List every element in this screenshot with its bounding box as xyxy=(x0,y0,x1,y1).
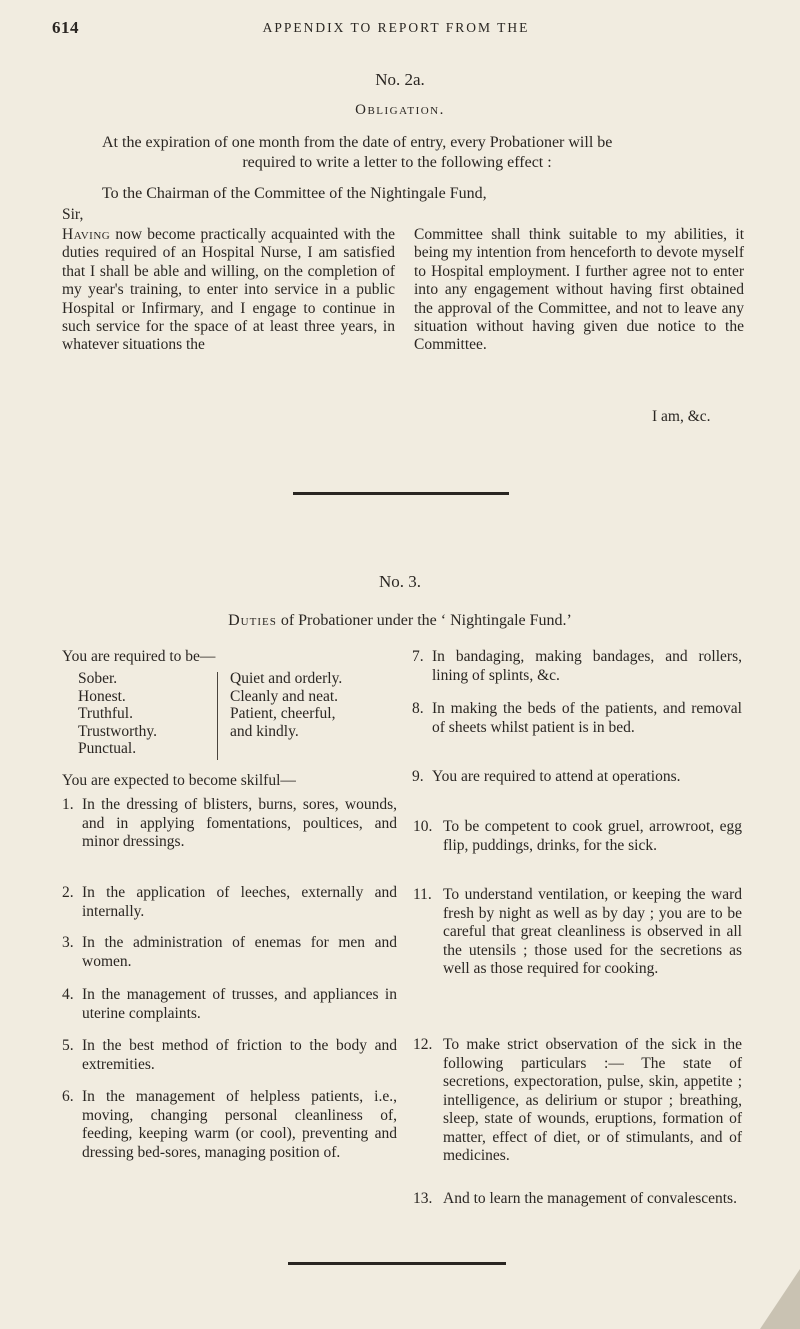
page-corner-shadow xyxy=(760,1269,800,1329)
duty-text: To make strict observation of the sick in the following particulars :— The state of secretions, expectoration, pulse, skin, appetite ; intelligence, as delirium or stupor ; breathing, sleep, state of wounds, eruptions, formation of matter, effect of diet, or of stimulants, and of medicines. xyxy=(443,1036,742,1164)
quality-item: and kindly. xyxy=(230,722,299,740)
letter-right-text: Committee shall think suitable to my abilities, it being my intention from henceforth to devote myself to Hospital employment. I further agree not to enter into any engagement without having first obtained the approval of the Committee, and not to leave any situation without having given due notice to the Committee. xyxy=(414,226,744,354)
duty-number: 12. xyxy=(413,1036,433,1053)
duty-text: In the management of trusses, and appliances in uterine complaints. xyxy=(82,986,397,1022)
duty-item-3 xyxy=(62,934,397,971)
letter-addressee: To the Chairman of the Committee of the Nightingale Fund, xyxy=(102,185,487,202)
duty-item-12 xyxy=(413,1036,742,1166)
duty-number: 6. xyxy=(62,1088,74,1105)
quality-item: Trustworthy. xyxy=(78,722,157,740)
duty-item-5 xyxy=(62,1037,397,1074)
intro-line-2: required to write a letter to the following effect : xyxy=(242,154,552,171)
duty-number: 3. xyxy=(62,934,74,951)
duty-number: 9. xyxy=(412,768,424,785)
page-header xyxy=(52,18,740,42)
running-head: APPENDIX TO REPORT FROM THE xyxy=(262,20,530,35)
duty-item-10 xyxy=(413,818,742,855)
duty-number: 10. xyxy=(413,818,433,835)
letter-closing: I am, &c. xyxy=(652,408,711,425)
duty-text: In bandaging, making bandages, and rollers, lining of splints, &c. xyxy=(432,648,742,684)
duty-text: To understand ventilation, or keeping the ward fresh by night as well as by day ; you are to be careful that great cleanliness is observed in all the utensils ; those used for the secretions as well as those required for cooking. xyxy=(443,886,742,977)
section-divider-rule xyxy=(293,492,509,495)
quality-item: Honest. xyxy=(78,687,126,705)
duty-number: 5. xyxy=(62,1037,74,1054)
quality-item: Cleanly and neat. xyxy=(230,687,339,705)
duty-item-1 xyxy=(62,796,397,852)
section-number-3: No. 3. xyxy=(378,572,422,591)
duty-text: In making the beds of the patients, and removal of sheets whilst patient is in bed. xyxy=(432,700,742,736)
duty-number: 4. xyxy=(62,986,74,1003)
duty-number: 11. xyxy=(413,886,432,903)
duty-item-4 xyxy=(62,986,397,1023)
section-number-2a: No. 2a. xyxy=(375,70,425,89)
quality-item: Quiet and orderly. xyxy=(230,670,343,687)
required-intro: You are required to be— xyxy=(62,648,216,665)
quality-item: Sober. xyxy=(78,670,118,687)
duty-item-11 xyxy=(413,886,742,979)
duty-text: In the best method of friction to the body and extremities. xyxy=(82,1037,397,1073)
duty-number: 8. xyxy=(412,700,424,717)
duty-item-6 xyxy=(62,1088,397,1162)
duty-item-2 xyxy=(62,884,397,921)
duty-number: 13. xyxy=(413,1190,433,1207)
duties-title-prefix: Duties xyxy=(228,612,277,629)
qualities-brace xyxy=(217,672,218,760)
page-number: 614 xyxy=(52,18,79,37)
duty-text: In the application of leeches, externally and internally. xyxy=(82,884,397,920)
letter-left-text: now become practically acquainted with the duties required of an Hospital Nurse, I am satisfied that I shall be able and willing, on the completion of my year's training, to enter into service in a public Hospital or Infirmary, and I engage to continue in such service for the space of at least three years, in whatever situations the xyxy=(62,226,396,354)
qualities-list-right xyxy=(230,670,405,740)
quality-item: Truthful. xyxy=(78,705,133,723)
duty-text: In the dressing of blisters, burns, sores, wounds, and in applying fomentations, poultices, and minor dressings. xyxy=(82,796,397,850)
duty-text: To be competent to cook gruel, arrowroot, egg flip, puddings, drinks, for the sick. xyxy=(443,818,742,854)
duty-item-13 xyxy=(413,1190,742,1209)
intro-line-1: At the expiration of one month from the date of entry, every Probationer will be xyxy=(102,134,613,151)
qualities-list-left xyxy=(78,670,208,758)
duty-item-7 xyxy=(412,648,742,685)
skilful-intro: You are expected to become skilful— xyxy=(62,772,296,789)
duty-text: You are required to attend at operations. xyxy=(432,768,681,785)
quality-item: Patient, cheerful, xyxy=(230,705,336,723)
duty-number: 7. xyxy=(412,648,424,665)
duty-text: In the administration of enemas for men and women. xyxy=(82,934,397,970)
section-title-obligation: Obligation. xyxy=(355,102,445,118)
duty-text: In the management of helpless patients, i.e., moving, changing personal cleanliness of, feeding, keeping warm (or cool), preventing and dressing bed-sores, managing position of. xyxy=(82,1088,397,1161)
duty-item-9 xyxy=(412,768,742,787)
duty-text: And to learn the management of convalescents. xyxy=(443,1190,737,1207)
duties-title-rest: of Probationer under the ‘ Nightingale Fund.’ xyxy=(276,612,572,629)
obligation-intro xyxy=(102,133,742,173)
section-title-duties xyxy=(0,612,800,630)
duty-number: 2. xyxy=(62,884,74,901)
quality-item: Punctual. xyxy=(78,740,137,758)
duty-number: 1. xyxy=(62,796,74,813)
duty-item-8 xyxy=(412,700,742,737)
letter-body-left xyxy=(62,226,395,355)
letter-first-word: Having xyxy=(62,226,111,243)
end-rule xyxy=(288,1262,506,1265)
letter-body-right xyxy=(414,226,744,355)
letter-salutation: Sir, xyxy=(62,206,84,223)
